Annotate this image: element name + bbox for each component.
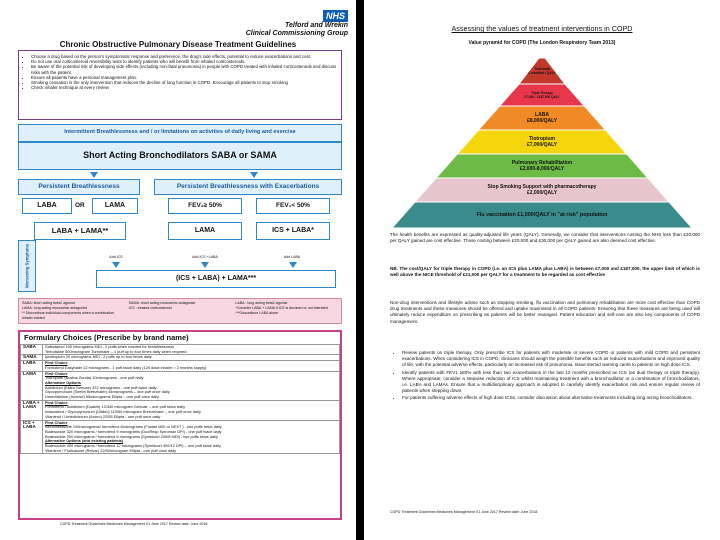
drug-line: Formoterol / Aclidinium (Duaklir) 12/340 microgram Genuair – one puff twice daily (45, 404, 186, 410)
left-footer: COPD Treatment Guidelines Medicines Management V1 June 2017 Review date: June 2018 (60, 522, 208, 526)
tier-name: Flu vaccination £1,000/QALY in "at risk" population (476, 211, 608, 218)
list-item: • Review patients on triple therapy. Only prescribe ICS for patients with moderate or severe COPD or patients with mild COPD and persistent exacerbations. When considering ICS in COPD, clinicians should weigh the possible benefits such as reduced exacerbations and improved quality of life, with the potential adverse effects, particularly an increased risk of pneumonia. Issue steroid warning cards to patients on high dose ICS. (402, 350, 700, 369)
ics-laba-box: ICS + LABA* (256, 222, 330, 240)
bullet: • Smoking cessation is the only intervention that reduces the decline of lung function in COPD. Encourage all patients to stop smoking (31, 80, 337, 85)
tier-name: Tiotropium (528, 136, 555, 142)
drug-class: SABA (21, 345, 43, 355)
list-item: • For patients suffering adverse effects of high dose ICSs, consider discussion about alternative treatments including long acting bronchodilators. (402, 395, 700, 401)
drug-class: SAMA (21, 355, 43, 361)
table-row (21, 371, 340, 400)
first-choice-label: First Choice (45, 419, 68, 425)
nhs-logo: NHS (323, 10, 348, 22)
or-label: OR (75, 202, 85, 209)
intermittent-box: Intermittent Breathlessness and / or limitations on activities of daily living and exercise (18, 124, 342, 142)
abbrev-item: LAMA: long acting muscarinic antagonist (22, 306, 87, 311)
persistent-exacerbations-header: Persistent Breathlessness with Exacerbations (154, 179, 342, 195)
formulary-box (18, 330, 342, 520)
tier-name: Telehealth (534, 66, 550, 71)
persistent-header: Persistent Breathlessness (18, 179, 140, 195)
laba-lama-box: LABA + LAMA** (34, 222, 126, 240)
tier-name: Triple Therapy (531, 90, 553, 95)
alternative-label: Alternative Options (45, 379, 81, 385)
org-line-2: Clinical Commissioning Group (245, 30, 348, 37)
add-laba-label: Add LABA (283, 255, 301, 259)
para-non-drug: Non-drug interventions and lifestyle advise such as stopping smoking, flu vaccination and pulmonary rehabilitation are more cost effective than COPD drug treatments and these measures should be offered and uptake maximised in all COPD patients. Ensuring that these measures are being used will ultimately reduce expenditure on prescribing as patients will be better managed. Patient education and self-care are also key components of COPD management. (390, 300, 700, 324)
add-ics-label: Add ICS (109, 255, 123, 259)
recommendation-list (390, 350, 700, 403)
lama-box: LAMA (92, 198, 138, 214)
pyramid-subtitle: Value pyramid for COPD (The London Respiratory Team 2013) (468, 40, 616, 46)
drug-cell (43, 361, 340, 371)
drug-line: Terbutaline 500microgram Turbohaler – 1 puff up to four times daily when required (45, 348, 187, 354)
drug-cell (43, 400, 340, 420)
drug-line: Budesonide 400 micrograms / formoterol 12 micrograms (Symbicort 400/12 DPI) – one puff twice daily (45, 443, 221, 449)
abbrev-item: *Consider LABA + LAMA if ICS is declined or not tolerated (235, 306, 328, 311)
tier-name: LABA (535, 112, 549, 118)
arrow-down-icon (112, 262, 120, 268)
fev-lt-50-box: FEV₁< 50% (256, 198, 330, 214)
drug-class: ICS + LABA (21, 420, 43, 454)
abbreviations-box (18, 298, 342, 324)
drug-line: Indacaterol / Glycopyrronium (Ultibro) 110/50 microgram Breezehaler – one puff once daily (45, 409, 201, 415)
drug-class: LAMA (21, 371, 43, 400)
pyramid-label-3 (392, 136, 692, 148)
guideline-bullets (18, 50, 342, 120)
alternative-label: Alternative Options (and existing patients) (45, 438, 124, 444)
pyramid-label-6 (392, 212, 692, 218)
tier-value: £7,000/QALY (526, 142, 558, 148)
abbrev-item: ***Discontinue LABA alone (235, 311, 279, 316)
abbrev-item: ** Discontinue individual components when a combination inhaler started (22, 311, 115, 320)
drug-line: Vilanterol / Fluticasone (Relvar) 22/92microgram Ellipta - one puff once daily (45, 447, 177, 453)
tier-value: £ manifest / QALY (528, 71, 556, 75)
bullet: • Check inhaler technique at every review (31, 85, 337, 90)
tier-value: £8,000/QALY (526, 118, 558, 124)
abbrev-item: SAMA: short acting muscarinic antagonist (128, 301, 196, 305)
first-choice-label: First Choice (45, 360, 68, 366)
arrow-down-icon (201, 262, 209, 268)
tier-value: £2,000-8,000/QALY (519, 166, 565, 172)
tier-name: Pulmonary Rehabilitation (511, 160, 573, 166)
table-row (21, 345, 340, 355)
arrow-down-icon (250, 172, 258, 178)
abbrev-item: SABA: short acting beta2 agonist (22, 301, 75, 305)
abbrev-item: LABA : long acting beta2 agonist (235, 301, 288, 305)
drug-line: Umeclidinium (Incruse) 55micrograms Ellipta – one puff once daily (45, 394, 160, 400)
drug-cell (43, 345, 340, 355)
drug-line: Salbutamol 100 micrograms MDI - 2 puffs when needed for breathlessness (45, 344, 175, 349)
bullet: • Be aware of the potential risk of developing side effects (including non-fatal pneumonia) in people with COPD treated with inhaled corticosteroids and discuss risks with the patient. (31, 64, 337, 74)
triple-therapy-box: (ICS + LABA) + LAMA*** (96, 270, 336, 288)
left-page (0, 0, 356, 540)
drug-cell (43, 420, 340, 454)
first-choice-label: First Choice (45, 370, 68, 376)
right-footer: COPD Treatment Guidelines Medicines Management V1 June 2017 Review date: June 2018 (390, 510, 538, 514)
drug-line: Vilanterol / Umeclidinium (Anoro) 22/55 Ellipta - one puff once daily (45, 413, 161, 419)
drug-line: Beclometasone 100micrograms/ formoterol 6micrograms (Fostair MDI or NEXT ) - two puffs twice daily (45, 424, 222, 430)
fev-ge-50-box: FEV₁≥ 50% (168, 198, 242, 214)
pyramid-label-0 (392, 67, 692, 75)
drug-line: Glycopyrronium (Seebri Breezhaler) 44micrograms – one puff once daily (45, 389, 170, 395)
formulary-title: Formulary Choices (Prescribe by brand name) (24, 333, 189, 342)
tier-name: Stop Smoking Support with pharmacotherapy (487, 184, 597, 190)
drug-line: Aclidinium (Eklira Genuair) 322 micrograms - one puff twice daily (45, 384, 157, 390)
worsening-symptoms-box (18, 240, 36, 292)
drug-line: Ipratropium 20 micrograms MDI - 2 puffs up to four times daily (45, 354, 152, 360)
short-acting-box: Short Acting Bronchodilators SABA or SAMA (18, 142, 342, 170)
table-row (21, 400, 340, 420)
org-name (246, 22, 348, 38)
bullet: • Ensure all patients have a personal management plan. (31, 75, 337, 80)
pyramid-label-4 (392, 160, 692, 172)
right-page (364, 0, 720, 540)
para-qaly: The health benefits are expressed as quality-adjusted life years (QALY). Generally, we consider that interventions costing the NHS less than £20,000 per QALY gained are cost effective. Those costing between £20,000 and £30,000 per QALY gained are also deemed cost effective. (390, 232, 700, 244)
pyramid-label-1 (392, 91, 692, 99)
drug-line: Tiotropium (Braltus Zonda) 10micrograms - one puff daily (45, 375, 144, 381)
table-row (21, 420, 340, 454)
abbrev-item: ICS : inhaled corticosteroid (128, 306, 172, 311)
abbrev-item (129, 311, 232, 321)
tier-value: £2,000/QALY (526, 190, 558, 196)
table-row (21, 361, 340, 371)
arrow-down-icon (289, 262, 297, 268)
bullet: • Choose a drug based on the person's symptomatic response and preference, the drug's side effects, potential to reduce exacerbations and cost. (31, 54, 337, 59)
pyramid-label-5 (392, 184, 692, 196)
lama-box-2: LAMA (168, 222, 242, 240)
para-triple-nb: NB. The cost/QALY for triple therapy in COPD (i.e. an ICS plus LAMA plus LABA) is between £7,000 and £187,000, the upper limit of which is well above the NICE threshold of £21,000 per QALY for a treatment to be regarded as cost effective (390, 266, 700, 278)
drug-line: Budesonide 320 micrograms / formoterol 9 micrograms (DuoResp Spiromax DPI) - one puff twice daily (45, 428, 222, 434)
tier-value: £7,000 - £187,000 QALY (524, 95, 560, 99)
formulary-table (20, 344, 340, 454)
drug-class: LABA + LAMA (21, 400, 43, 420)
arrow-down-icon (90, 172, 98, 178)
pyramid-label-2 (392, 112, 692, 124)
drug-line: Budesonide 200 micrograms / formoterol 6 micrograms (Symbicort 200/6 MDI) - two puffs twice daily (45, 433, 218, 439)
add-ics-laba-label: Add ICS +LABA (192, 255, 218, 259)
first-choice-label: First Choice (45, 399, 68, 405)
bullet: • Do not use oral corticosteroid reversibility tests to identify patients who will benefit from inhaled corticosteroids. (31, 59, 337, 64)
laba-box: LABA (22, 198, 72, 214)
drug-cell (43, 371, 340, 400)
list-item: • Identify patients with FEV1 ≥50% with less than two exacerbations in the last 12 months prescribed an ICS (as dual therapy or triple therapy). Where appropriate, consider a stepwise reduction of ICS whilst maintaining treatment with a bronchodilator or a combination of bronchodilators, i.e. LABA and LAMAs. Ensure that a multidisciplinary approach is adopted to carefully identify exacerbation risk and ensure regular review of patients when stepping down. (402, 370, 700, 395)
page-title: Chronic Obstructive Pulmonary Disease Treatment Guidelines (59, 40, 297, 49)
org-line-1: Telford and Wrekin (284, 22, 348, 29)
worsening-label: Worsening Symptoms (24, 243, 30, 289)
right-title: Assessing the values of treatment interventions in COPD (451, 24, 633, 33)
drug-line: Formoterol Easyhaler 12 micrograms - 1 puff twice daily (120 dose inhaler = 2 months supply) (45, 364, 207, 370)
drug-class: LABA (21, 361, 43, 371)
